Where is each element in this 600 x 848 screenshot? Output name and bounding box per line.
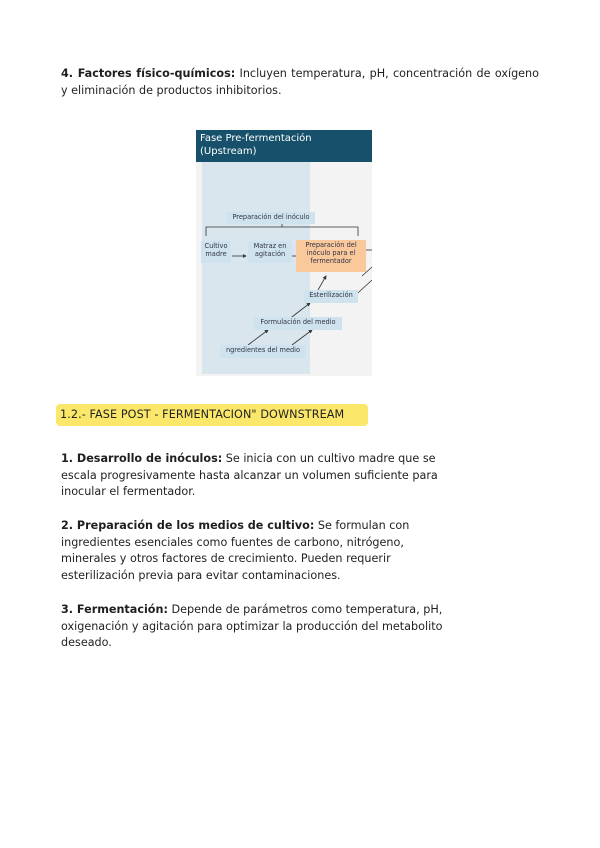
node-formulacion-medio: Formulación del medio [254, 317, 342, 330]
factores-title: 4. Factores físico-químicos: [61, 67, 236, 80]
item-desarrollo-inoculos [61, 451, 461, 501]
item1-title: 1. Desarrollo de inóculos: [61, 452, 223, 465]
item3-text: Depende de parámetros como temperatura, pH, oxigenación y agitación para optimizar la producción del metabolito deseado. [61, 603, 443, 649]
factores-fisicoquimicos-paragraph [61, 66, 539, 99]
item-fermentacion [61, 602, 461, 652]
item2-text: Se formulan con ingredientes esenciales como fuentes de carbono, nitrógeno, minerales y otros factores de crecimiento. Pueden requerir esterilización previa para evitar contaminaciones. [61, 519, 410, 582]
item2-title: 2. Preparación de los medios de cultivo: [61, 519, 315, 532]
diagram-header-line2: (Upstream) [200, 146, 257, 157]
section-heading: 1.2.- FASE POST - FERMENTACION" DOWNSTREAM [56, 404, 368, 426]
node-matraz-agitacion: Matraz en agitación [248, 241, 292, 263]
node-esterilizacion: Esterilización [304, 290, 358, 303]
node-preparacion-inoculo: Preparación del inóculo [227, 212, 315, 224]
diagram-header-line1: Fase Pre-fermentación [200, 133, 312, 144]
upstream-diagram [196, 130, 372, 376]
arrow-ingredientes-formulacion [248, 330, 268, 345]
item1-text: Se inicia con un cultivo madre que se escala progresivamente hasta alcanzar un volumen suficiente para inocular el fermentador. [61, 452, 438, 498]
item3-title: 3. Fermentación: [61, 603, 168, 616]
arrow-esterilizacion-preparacion [318, 276, 326, 290]
node-cultivo-madre: Cultivo madre [201, 241, 231, 263]
item-preparacion-medios [61, 518, 461, 584]
node-ingredientes-medio: ngredientes del medio [220, 345, 306, 358]
factores-text: Incluyen temperatura, pH, concentración de oxígeno y eliminación de productos inhibitorios. [61, 67, 539, 97]
arrow-ingredientes-esterilizacion [292, 330, 312, 345]
bracket-line [206, 227, 358, 236]
node-preparacion-inoculo-fermentador: Preparación del inóculo para el fermentador [296, 240, 366, 272]
